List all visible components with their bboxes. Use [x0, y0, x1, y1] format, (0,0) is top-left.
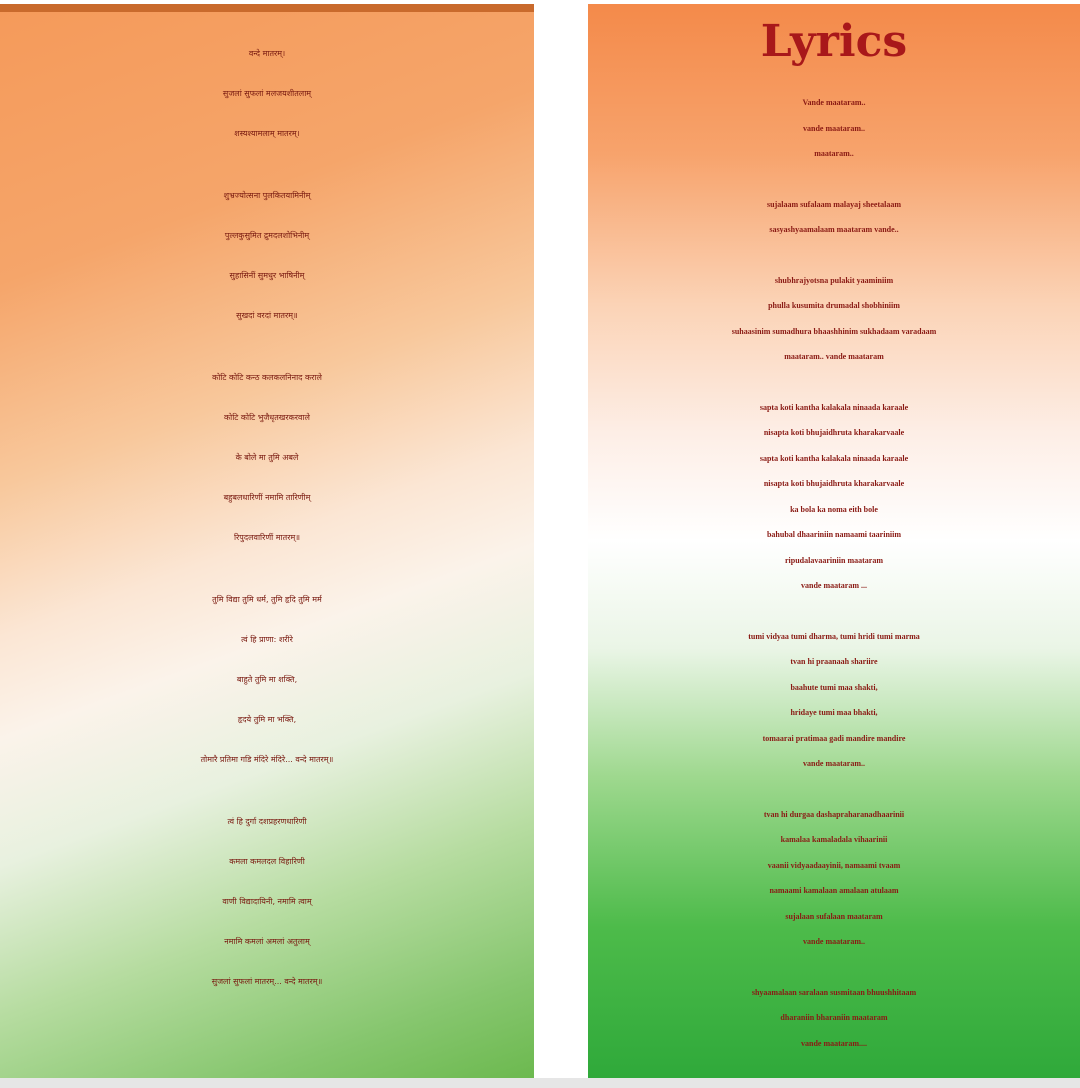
lyric-line: तुमि विद्या तुमि धर्म, तुमि हृदि तुमि मर्म: [212, 595, 322, 604]
lyric-line: phulla kusumita drumadal shobhiniim: [768, 301, 900, 310]
lyric-line: dharaniin bharaniin maataram: [780, 1013, 888, 1022]
lyric-line: सुहासिनीं सुमधुर भाषिनीम्: [229, 271, 305, 280]
lyric-line: ripudalavaariniin maataram: [784, 555, 883, 565]
lyric-line: vande maataram..: [803, 123, 865, 133]
lyric-line: bahubal dhaariniin namaami taariniim: [766, 530, 902, 539]
stanza-gap: [588, 955, 1080, 980]
lyric-line: कमला कमलदल विहारिणी: [229, 857, 305, 866]
lyric-line: kamalaa kamaladala vihaarinii: [780, 835, 888, 844]
lyric-line: shyaamalaan saralaan susmitaan bhuushhitaam: [751, 987, 917, 997]
lyric-line: sapta koti kantha kalakala ninaada karaale: [759, 402, 909, 412]
lyric-line: maataram..: [814, 149, 854, 158]
lyric-line: sasyashyaamalaam maataram vande..: [769, 225, 899, 234]
lyric-line: vande maataram..: [803, 937, 865, 946]
lyric-line: नमामि कमलां अमलां अतुलाम्: [224, 937, 310, 946]
lyric-line: hridaye tumi maa bhakti,: [790, 708, 878, 717]
stanza-gap: [588, 599, 1080, 624]
transliterated-lyrics: [588, 90, 1080, 1056]
lyric-line: सुजलां सुफलां मलजयशीतलाम्: [222, 89, 312, 98]
lyric-line: रिपुदलवारिणीं मातरम्॥: [233, 533, 301, 542]
lyric-line: कोटि कोटि भुजैधृतखरकरवाले: [224, 413, 310, 422]
bottom-strip: [0, 1078, 1080, 1088]
lyric-line: वाणी विद्यादायिनी, नमामि त्वाम्: [222, 897, 312, 906]
devanagari-lyrics-panel: [0, 4, 534, 1078]
lyric-line: tomaarai pratimaa gadi mandire mandire: [762, 733, 906, 743]
lyric-line: शुभ्रज्योत्सना पुलकितयामिनीम्: [223, 191, 311, 200]
stanza-gap: [0, 558, 534, 580]
lyric-line: vande maataram....: [801, 1038, 867, 1048]
lyric-line: nisapta koti bhujaidhruta kharakarvaale: [763, 428, 905, 437]
stanza-gap: [0, 780, 534, 802]
lyric-line: baahute tumi maa shakti,: [790, 682, 878, 692]
lyric-line: सुखदां वरदां मातरम्॥: [236, 311, 298, 320]
transliterated-lyrics-panel: [588, 4, 1080, 1078]
lyric-line: shubhrajyotsna pulakit yaaminiim: [774, 275, 894, 285]
stanza-gap: [588, 243, 1080, 268]
lyric-line: बहुबलधारिणीं नमामि तारिणीम्: [223, 493, 311, 502]
lyric-line: हृदये तुमि मा भक्ति,: [237, 715, 297, 724]
lyric-line: sujalaan sufalaan maataram: [785, 911, 883, 921]
lyric-line: vande maataram..: [803, 759, 865, 768]
lyric-line: tumi vidyaa tumi dharma, tumi hridi tumi marma: [748, 631, 920, 641]
lyric-line: maataram.. vande maataram: [784, 352, 884, 361]
lyric-line: tvan hi praanaah shariire: [790, 657, 878, 666]
lyric-line: त्वं हि दुर्गा दशप्रहरणधारिणी: [227, 817, 307, 826]
lyric-line: कोटि कोटि कन्ठ कलकलनिनाद कराले: [212, 373, 322, 382]
lyric-line: के बोले मा तुमि अबले: [235, 453, 299, 462]
lyric-line: vaanii vidyaadaayinii, namaami tvaam: [767, 860, 901, 870]
lyric-line: तोमारै प्रतिमा गडि मंदिरे मंदिरे... वन्दे मातरम्॥: [200, 755, 334, 764]
lyric-line: बाहुते तुमि मा शक्ति,: [236, 675, 298, 684]
lyric-line: त्वं हि प्राणा: शरीरे: [241, 635, 293, 644]
lyric-line: शस्यश्यामलाम् मातरम्।: [234, 129, 300, 138]
stanza-gap: [588, 777, 1080, 802]
lyric-line: vande maataram ...: [801, 581, 867, 590]
stanza-gap: [0, 336, 534, 358]
lyric-line: वन्दे मातरम्।: [248, 49, 286, 58]
lyrics-title: Lyrics: [760, 16, 908, 67]
lyric-line: namaami kamalaan amalaan atulaam: [769, 886, 899, 895]
top-border: [0, 4, 534, 12]
stanza-gap: [588, 370, 1080, 395]
lyric-line: सुजलां सुफलां मातरम्... वन्दे मातरम्॥: [211, 977, 323, 986]
lyric-line: nisapta koti bhujaidhruta kharakarvaale: [763, 479, 905, 488]
lyric-line: sujalaam sufalaam malayaj sheetalaam: [767, 199, 901, 209]
lyric-line: Vande maataram..: [802, 98, 866, 107]
lyric-line: suhaasinim sumadhura bhaashhinim sukhadaam varadaam: [731, 326, 937, 336]
devanagari-lyrics: [0, 34, 534, 1002]
lyric-line: sapta koti kantha kalakala ninaada karaale: [759, 453, 909, 463]
stanza-gap: [0, 154, 534, 176]
lyric-line: tvan hi durgaa dashapraharanadhaarinii: [763, 809, 905, 819]
lyric-line: ka bola ka noma eith bole: [790, 504, 878, 514]
stanza-gap: [588, 167, 1080, 192]
lyric-line: पुल्लकुसुमित द्रुमदलशोभिनीम्: [224, 231, 310, 240]
